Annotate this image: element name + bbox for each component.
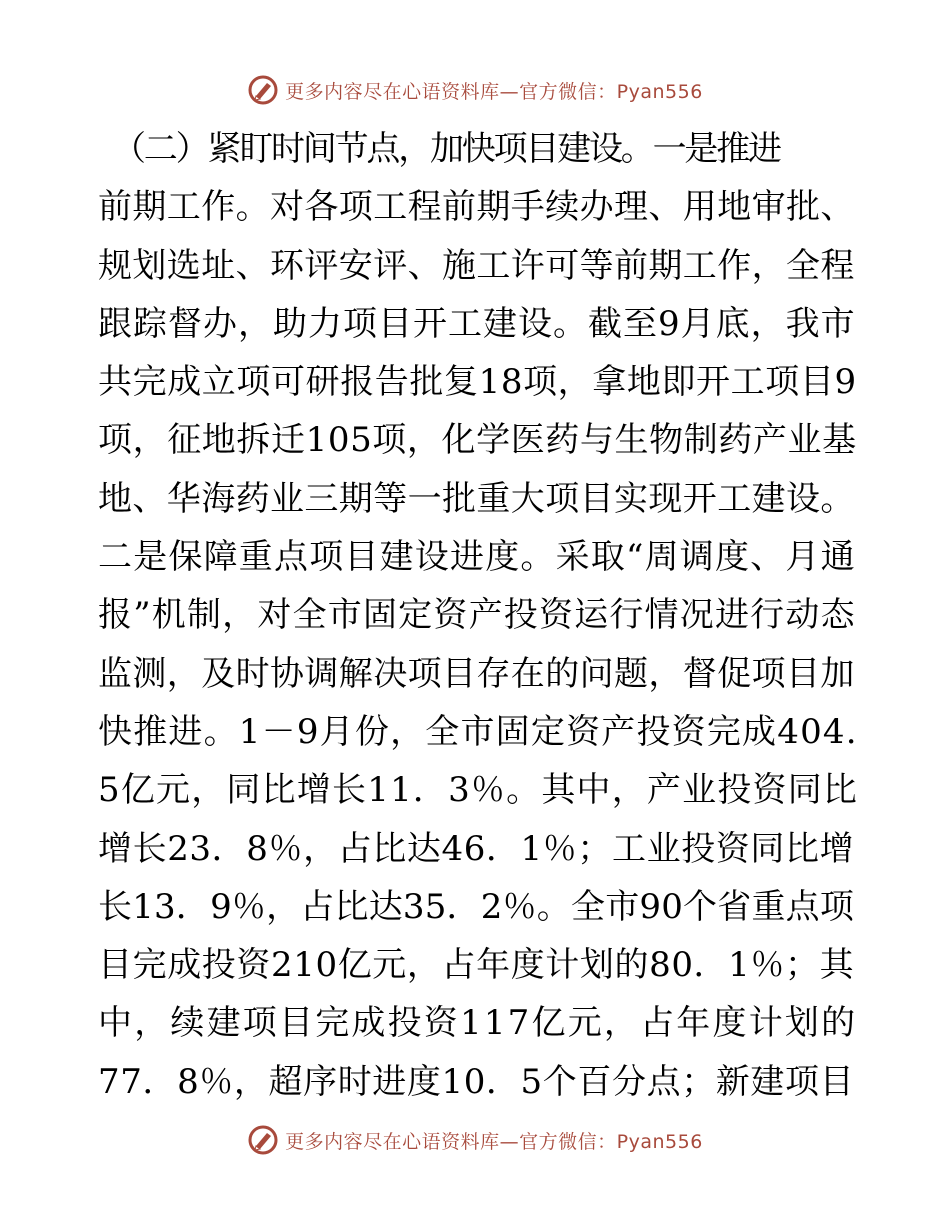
text-line: 共完成立项可研报告批复18项，拿地即开工项目9 — [98, 362, 857, 403]
document-body — [98, 120, 858, 1111]
pen-seal-icon — [247, 1124, 279, 1156]
watermark-text: 更多内容尽在心语资料库—官方微信：Pyan556 — [285, 1130, 703, 1153]
text-line: 二是保障重点项目建设进度。采取“周调度、月通 — [98, 537, 856, 578]
text-line: 目完成投资210亿元，占年度计划的80．1％；其 — [98, 945, 855, 986]
watermark-text: 更多内容尽在心语资料库—官方微信：Pyan556 — [285, 80, 703, 103]
text-line: 跟踪督办，助力项目开工建设。截至9月底，我市 — [98, 303, 856, 344]
watermark-footer — [0, 1120, 950, 1160]
text-line: 前期工作。对各项工程前期手续办理、用地审批、 — [98, 187, 855, 228]
text-line: 监测，及时协调解决项目存在的问题，督促项目加 — [98, 653, 855, 694]
text-line: 77．8％，超序时进度10．5个百分点；新建项目 — [98, 1061, 855, 1102]
pen-seal-icon — [247, 74, 279, 106]
text-line: 项，征地拆迁105项，化学医药与生物制药产业基 — [98, 420, 857, 461]
text-line: 报”机制，对全市固定资产投资运行情况进行动态 — [98, 595, 856, 636]
watermark-header — [0, 70, 950, 110]
text-line: 5亿元，同比增长11．3％。其中，产业投资同比 — [98, 770, 859, 811]
text-line: 中，续建项目完成投资117亿元，占年度计划的 — [98, 1003, 858, 1044]
text-line: 增长23．8％，占比达46．1％；工业投资同比增 — [98, 828, 855, 869]
text-line: 规划选址、环评安评、施工许可等前期工作，全程 — [98, 245, 855, 286]
text-line: 地、华海药业三期等一批重大项目实现开工建设。 — [98, 478, 855, 519]
text-line: 长13．9％，占比达35．2％。全市90个省重点项 — [98, 886, 855, 927]
text-line: 快推进。1－9月份，全市固定资产投资完成404. — [98, 711, 858, 752]
text-line: （二）紧盯时间节点，加快项目建设。一是推进 — [112, 129, 780, 169]
